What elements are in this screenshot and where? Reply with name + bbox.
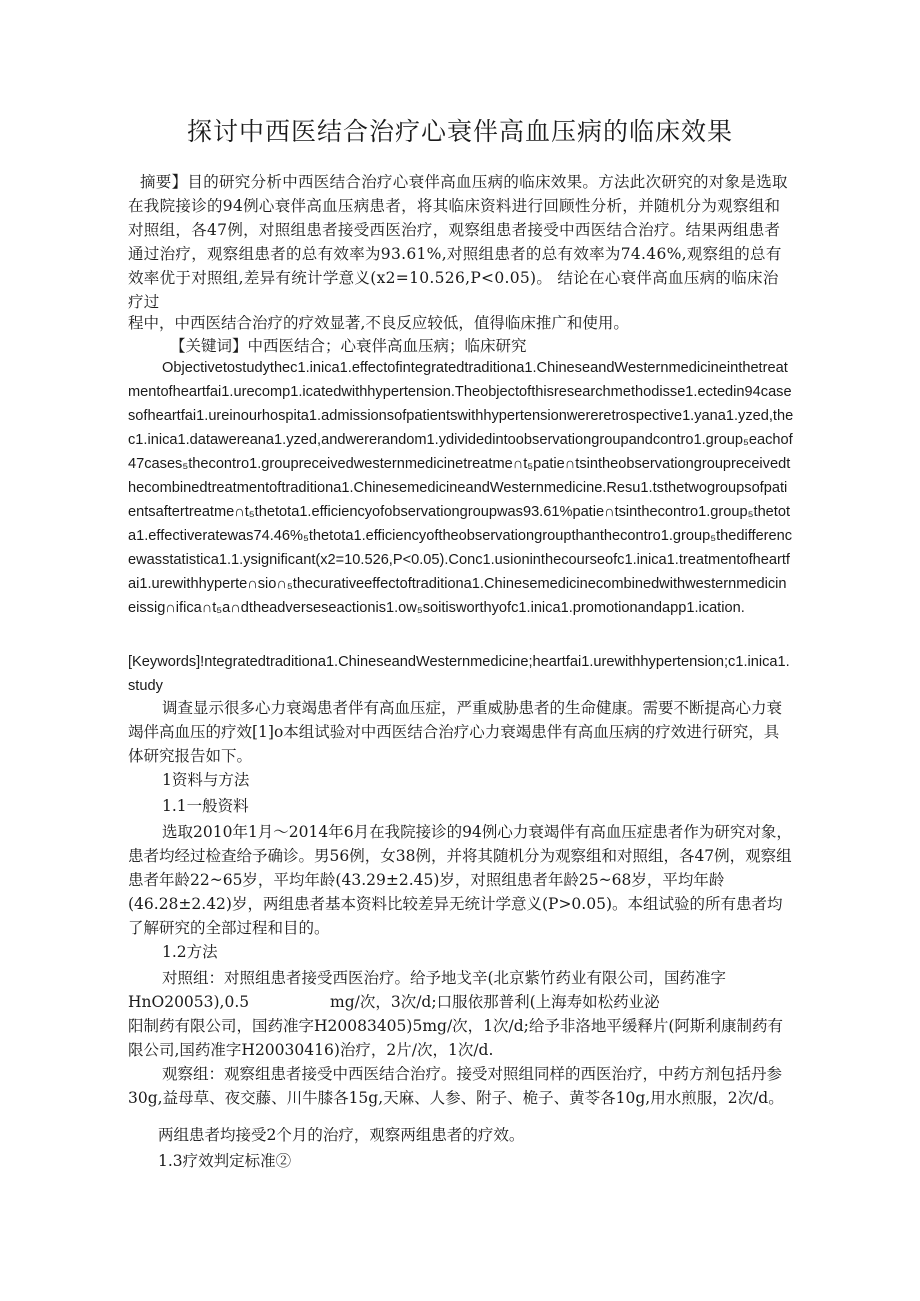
section-heading-1-1: 1.1一般资料 <box>162 797 249 815</box>
observation-group-paragraph: 观察组：观察组患者接受中西医结合治疗。接受对照组同样的西医治疗，中药方剂包括丹参30g,益母草、夜交藤、川牛膝各15g,天麻、人参、附子、桅子、黄苓各10g,用水煎服，2次/d。 <box>128 1065 784 1107</box>
both-groups-line: 两组患者均接受2个月的治疗，观察两组患者的疗效。 <box>158 1126 525 1144</box>
section-heading-1: 1资料与方法 <box>162 771 250 789</box>
abstract-en: Objectivetostudythec1.inica1.effectofintegratedtraditiona1.ChineseandWesternmedicineinthetreatmentofheartfai1.urecomp1.icatedwithhypertension.Theobjectofthisresearchmethodisse1.ectedin94casesofheartfai1.ureinourhospita1.admissionsofpatientswithhypertensionwereretrospective1.yana1.yzed,thec1.inica1.datawereana1.yzed,andwererandom1.ydividedintoobservationgroupandcontro1.group₅eachof47cases₅thecontro1.groupreceivedwesternmedicinetreatme∩t₅patie∩tsintheobservationgroupreceivedthecombinedtreatmentoftraditiona1.ChinesemedicineandWesternmedicine.Resu1.tsthetwogroupsofpatientsaftertreatme∩t₅thetota1.efficiencyofobservationgroupwas93.61%patie∩tsinthecontro1.group₅thetota1.effectiveratewas74.46%₅thetota1.efficiencyoftheobservationgroupthanthecontro1.group₅thedifferencewasstatistica1.1.ysignificant(x2=10.526,P<0.05).Conc1.usioninthecourseofc1.inica1.treatmentofheartfai1.urewithhyperte∩sio∩₅thecurativeeffectoftraditiona1.Chinesemedicinecombinedwithwesternmedicineissig∩ifica∩t₅a∩dtheadverseseactionis1.ow₅soitisworthyofc1.inica1.promotionandapp1.ication. <box>128 360 794 616</box>
control-group-line-1: 对照组：对照组患者接受西医治疗。给予地戈辛(北京紫竹药业有限公司，国药准字 <box>162 969 727 987</box>
keywords-cn: 【关键词】中西医结合；心衰伴高血压病；临床研究 <box>170 337 527 355</box>
control-group-line-2b: mg/次，3次/d;口服依那普利(上海寿如松药业泌 <box>330 993 660 1011</box>
section-heading-1-2: 1.2方法 <box>162 943 218 961</box>
general-data-paragraph: 选取2010年1月～2014年6月在我院接诊的94例心力衰竭伴有高血压症患者作为研究对象，患者均经过检查给予确诊。男56例，女38例，并将其随机分为观察组和对照组，各47例，观察组患者年龄22~65岁，平均年龄(43.29±2.45)岁，对照组患者年龄25~68岁，平均年龄(46.28±2.42)岁，两组患者基本资料比较差异无统计学意义(P>0.05)。本组试验的所有患者均了解研究的全部过程和目的。 <box>128 823 792 937</box>
control-group-line-2a: HnO20053),0.5 <box>128 993 250 1011</box>
document-title: 探讨中西医结合治疗心衰伴高血压病的临床效果 <box>186 117 733 146</box>
section-heading-1-3: 1.3疗效判定标准② <box>158 1152 292 1170</box>
intro-paragraph: 调查显示很多心力衰竭患者伴有高血压症，严重威胁患者的生命健康。需要不断提高心力衰竭伴高血压的疗效[1]o本组试验对中西医结合治疗心力衰竭患伴有高血压病的疗效进行研究，具体研究报告如下。 <box>128 699 783 765</box>
keywords-en: [Keywords]!ntegratedtraditiona1.ChineseandWesternmedicine;heartfai1.urewithhypertension;c1.inica1.study <box>128 654 790 694</box>
abstract-cn: 摘要】目的研究分析中西医结合治疗心衰伴高血压病的临床效果。方法此次研究的对象是选取在我院接诊的94例心衰伴高血压病患者，将其临床资料进行回顾性分析，并随机分为观察组和对照组，各47例，对照组患者接受西医治疗，观察组患者接受中西医结合治疗。结果两组患者通过治疗，观察组患者的总有效率为93.61%,对照组患者的总有效率为74.46%,观察组的总有效率优于对照组,差异有统计学意义(x2=10.526,P<0.05)。 结论在心衰伴高血压病的临床治疗过 <box>128 173 788 311</box>
abstract-cn-continuation: 程中，中西医结合治疗的疗效显著,不良反应较低，值得临床推广和使用。 <box>128 314 629 332</box>
control-group-rest: 阳制药有限公司，国药准字H20083405)5mg/次，1次/d;给予非洛地平缓释片(阿斯利康制药有限公司,国药准字H20030416)治疗，2片/次，1次/d. <box>128 1017 783 1059</box>
